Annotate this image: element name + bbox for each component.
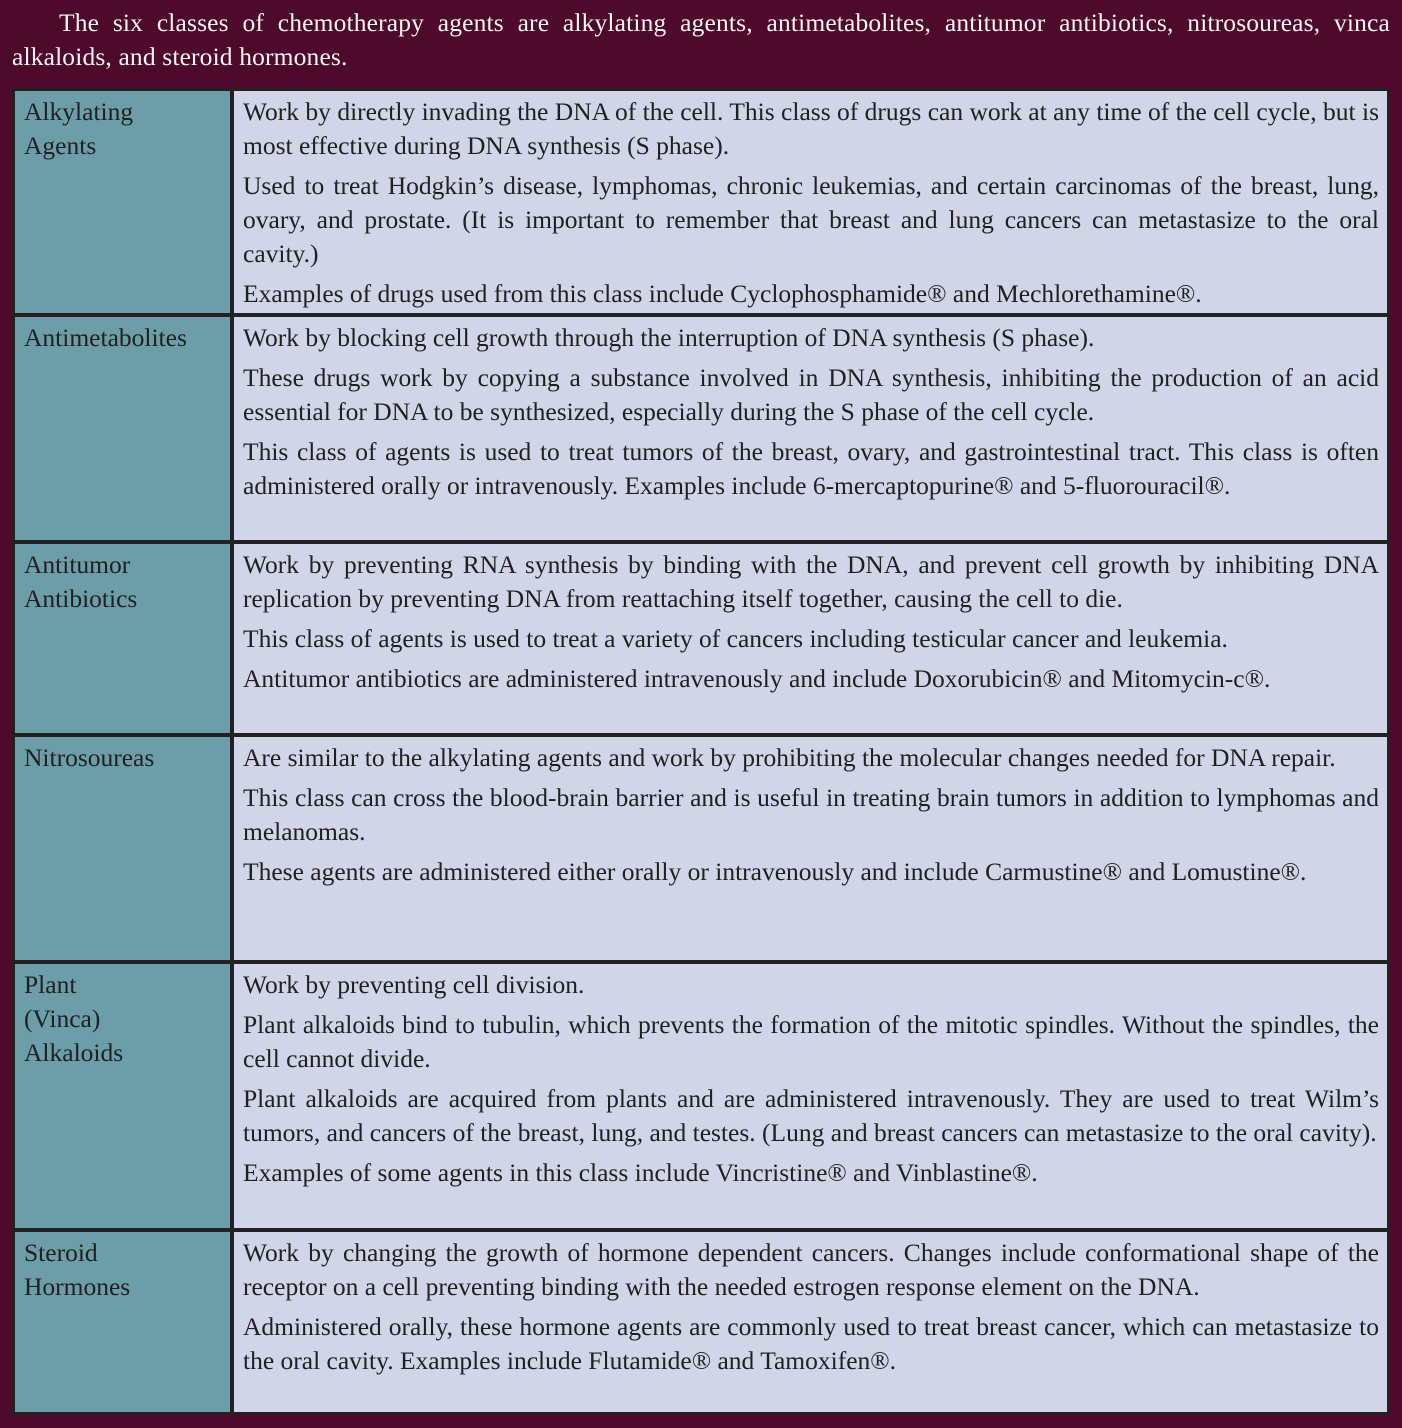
class-description-cell	[234, 544, 1387, 733]
class-name-cell	[15, 91, 230, 313]
description-paragraph: This class of agents is used to treat a variety of cancers including testicular cancer and leukemia.	[243, 624, 1228, 653]
description-paragraph: Antitumor antibiotics are administered intravenously and include Doxorubicin® and Mitomycin-c®.	[243, 664, 1271, 693]
class-description-cell	[234, 1232, 1387, 1412]
table-row-nitrosoureas	[15, 737, 1387, 960]
class-name: Alkylating	[24, 97, 134, 126]
class-name-cell	[15, 317, 230, 540]
chemotherapy-classes-table	[12, 88, 1390, 1415]
description-paragraph: Work by changing the growth of hormone dependent cancers. Changes include conformational shape of the receptor on a cell preventing binding with the needed estrogen response element on the DNA.	[243, 1238, 1379, 1301]
class-name: Hormones	[24, 1272, 131, 1301]
description-paragraph: Plant alkaloids bind to tubulin, which prevents the formation of the mitotic spindles. Without the spindles, the cell cannot divide.	[243, 1010, 1379, 1073]
table-row-plant-alkaloids	[15, 964, 1387, 1228]
description-paragraph: Examples of drugs used from this class include Cyclophosphamide® and Mechlorethamine®.	[243, 279, 1202, 308]
description-paragraph: Work by blocking cell growth through the interruption of DNA synthesis (S phase).	[243, 323, 1095, 352]
description-paragraph: Work by preventing cell division.	[243, 970, 585, 999]
table-row-alkylating	[15, 91, 1387, 313]
intro-paragraph: The six classes of chemotherapy agents are alkylating agents, antimetabolites, antitumor antibiotics, nitrosoureas, vinca alkaloids, and steroid hormones.	[12, 8, 1390, 71]
description-paragraph: Plant alkaloids are acquired from plants and are administered intravenously. They are used to treat Wilm’s tumors, and cancers of the breast, lung, and testes. (Lung and breast cancers can metastasize to the oral cavity).	[243, 1084, 1379, 1147]
table-row-antimetabolites	[15, 317, 1387, 540]
description-paragraph: Used to treat Hodgkin’s disease, lymphomas, chronic leukemias, and certain carcinomas of the breast, lung, ovary, and prostate. (It is important to remember that breast and lung cancers can metastasize to the oral cavity.)	[243, 171, 1379, 268]
class-name-cell	[15, 544, 230, 733]
class-name: Nitrosoureas	[24, 743, 155, 772]
class-name: Steroid	[24, 1238, 98, 1267]
description-paragraph: Administered orally, these hormone agents are commonly used to treat breast cancer, which can metastasize to the oral cavity. Examples include Flutamide® and Tamoxifen®.	[243, 1312, 1379, 1375]
class-name: Agents	[24, 131, 97, 160]
description-paragraph: These agents are administered either orally or intravenously and include Carmustine® and Lomustine®.	[243, 857, 1307, 886]
table-row-steroid-hormones	[15, 1232, 1387, 1412]
class-name-cell	[15, 964, 230, 1228]
class-description-cell	[234, 737, 1387, 960]
class-name-cell	[15, 1232, 230, 1412]
description-paragraph: Examples of some agents in this class include Vincristine® and Vinblastine®.	[243, 1158, 1038, 1187]
class-name: Antimetabolites	[24, 323, 187, 352]
class-name: Antitumor	[24, 550, 131, 579]
class-name: Alkaloids	[24, 1038, 124, 1067]
class-description-cell	[234, 91, 1387, 313]
description-paragraph: Work by directly invading the DNA of the cell. This class of drugs can work at any time of the cell cycle, but is most effective during DNA synthesis (S phase).	[243, 97, 1379, 160]
class-name: (Vinca)	[24, 1004, 101, 1033]
class-name-cell	[15, 737, 230, 960]
class-description-cell	[234, 317, 1387, 540]
description-paragraph: Are similar to the alkylating agents and work by prohibiting the molecular changes needed for DNA repair.	[243, 743, 1336, 772]
class-description-cell	[234, 964, 1387, 1228]
table-row-antitumor-antibiotics	[15, 544, 1387, 733]
description-paragraph: These drugs work by copying a substance involved in DNA synthesis, inhibiting the production of an acid essential for DNA to be synthesized, especially during the S phase of the cell cycle.	[243, 363, 1379, 426]
description-paragraph: Work by preventing RNA synthesis by binding with the DNA, and prevent cell growth by inhibiting DNA replication by preventing DNA from reattaching itself together, causing the cell to die.	[243, 550, 1379, 613]
class-name: Antibiotics	[24, 584, 138, 613]
class-name: Plant	[24, 970, 77, 999]
description-paragraph: This class of agents is used to treat tumors of the breast, ovary, and gastrointestinal tract. This class is often administered orally or intravenously. Examples include 6-mercaptopurine® and 5-fluorouracil®.	[243, 437, 1379, 500]
description-paragraph: This class can cross the blood-brain barrier and is useful in treating brain tumors in addition to lymphomas and melanomas.	[243, 783, 1379, 846]
